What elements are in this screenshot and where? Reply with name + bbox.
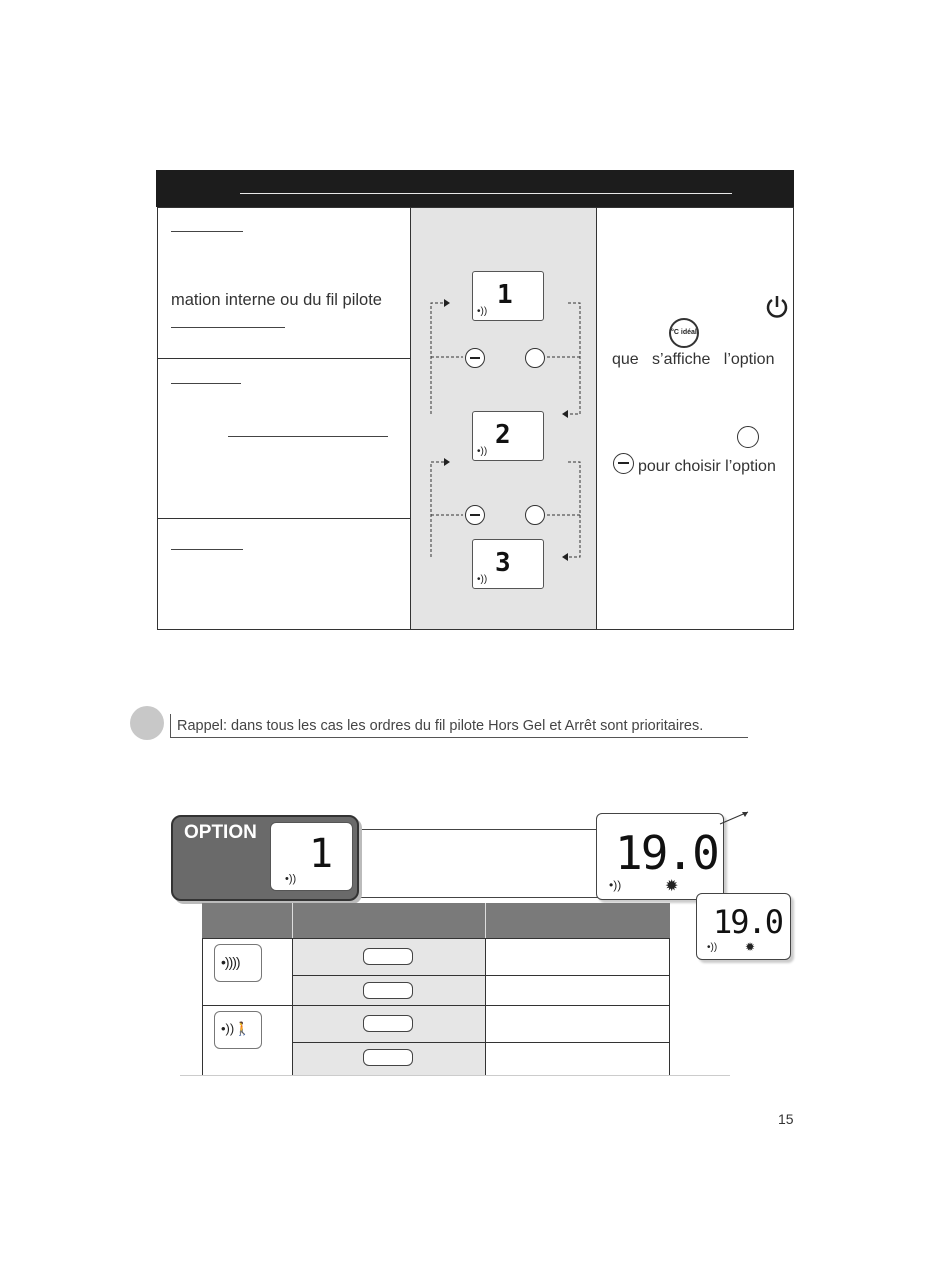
row-divider bbox=[157, 358, 410, 359]
signal-icon: •)) bbox=[609, 878, 622, 892]
power-icon bbox=[764, 293, 790, 321]
signal-icon: •)) bbox=[477, 574, 488, 585]
row-line bbox=[202, 1005, 670, 1006]
header-divider bbox=[292, 903, 293, 938]
heading-underline bbox=[171, 383, 241, 384]
row1-text: mation interne ou du fil pilote bbox=[171, 291, 382, 309]
col-line bbox=[485, 938, 486, 1075]
signal-icon: •)) bbox=[477, 446, 488, 457]
signal-icon: •)) bbox=[285, 873, 297, 885]
row-divider bbox=[157, 518, 410, 519]
plus-button-icon[interactable] bbox=[525, 348, 545, 368]
signal-icon: •)) bbox=[707, 942, 718, 953]
row-line bbox=[293, 975, 670, 976]
page-number: 15 bbox=[778, 1111, 794, 1127]
title-underline bbox=[240, 193, 732, 194]
temperature-display-large bbox=[596, 813, 724, 900]
lcd-display-step-2 bbox=[472, 411, 544, 461]
row-line bbox=[202, 938, 670, 939]
minus-button-icon[interactable] bbox=[465, 505, 485, 525]
minus-button-icon[interactable] bbox=[465, 348, 485, 368]
lcd-display-step-1 bbox=[472, 271, 544, 321]
instruction-line-1: que s’affiche l’option bbox=[612, 351, 775, 368]
c-ideal-button-icon[interactable]: °C idéal bbox=[669, 318, 699, 348]
temperature-value: 19.0 bbox=[615, 826, 718, 880]
button-indicator bbox=[363, 1015, 413, 1032]
heading-underline bbox=[228, 436, 388, 437]
heading-underline bbox=[171, 327, 285, 328]
step-value: 2 bbox=[495, 420, 511, 450]
option-lcd bbox=[270, 822, 353, 891]
button-indicator bbox=[363, 1049, 413, 1066]
step-value: 3 bbox=[495, 548, 511, 578]
heading-underline bbox=[171, 549, 243, 550]
button-indicator bbox=[363, 948, 413, 965]
minus-button-icon[interactable] bbox=[613, 453, 634, 474]
col-line bbox=[669, 938, 670, 1075]
temperature-display-small bbox=[696, 893, 791, 960]
note-bullet-icon bbox=[130, 706, 164, 740]
presence-signal-icon bbox=[214, 1011, 262, 1049]
option-value: 1 bbox=[309, 831, 334, 877]
mode-table-header bbox=[202, 903, 670, 938]
heading-underline bbox=[171, 231, 243, 232]
sun-icon: ✹ bbox=[665, 878, 679, 895]
plus-button-icon[interactable] bbox=[737, 426, 759, 448]
option-label: OPTION bbox=[184, 822, 257, 843]
reminder-note: Rappel: dans tous les cas les ordres du fil pilote Hors Gel et Arrêt sont prioritaires. bbox=[170, 714, 748, 738]
signal-glyph: •)))) bbox=[221, 954, 240, 970]
lcd-display-step-3 bbox=[472, 539, 544, 589]
header-divider bbox=[485, 903, 486, 938]
sun-icon: ✹ bbox=[745, 940, 756, 954]
pointer-arrow bbox=[716, 808, 756, 828]
button-indicator bbox=[363, 982, 413, 999]
col-line bbox=[292, 938, 293, 1075]
connector-line bbox=[358, 897, 598, 898]
row-line bbox=[293, 1042, 670, 1043]
col-line bbox=[202, 938, 203, 1075]
step-value: 1 bbox=[497, 280, 513, 310]
signal-icon: •)) bbox=[477, 306, 488, 317]
connector-line bbox=[358, 829, 598, 830]
temperature-value: 19.0 bbox=[713, 903, 783, 941]
signal-glyph: •))🚶 bbox=[221, 1021, 251, 1036]
wave-signal-icon bbox=[214, 944, 262, 982]
instruction-line-2: pour choisir l’option bbox=[638, 458, 776, 475]
section-title-bar bbox=[156, 170, 794, 207]
plus-button-icon[interactable] bbox=[525, 505, 545, 525]
fade-line bbox=[180, 1075, 730, 1076]
